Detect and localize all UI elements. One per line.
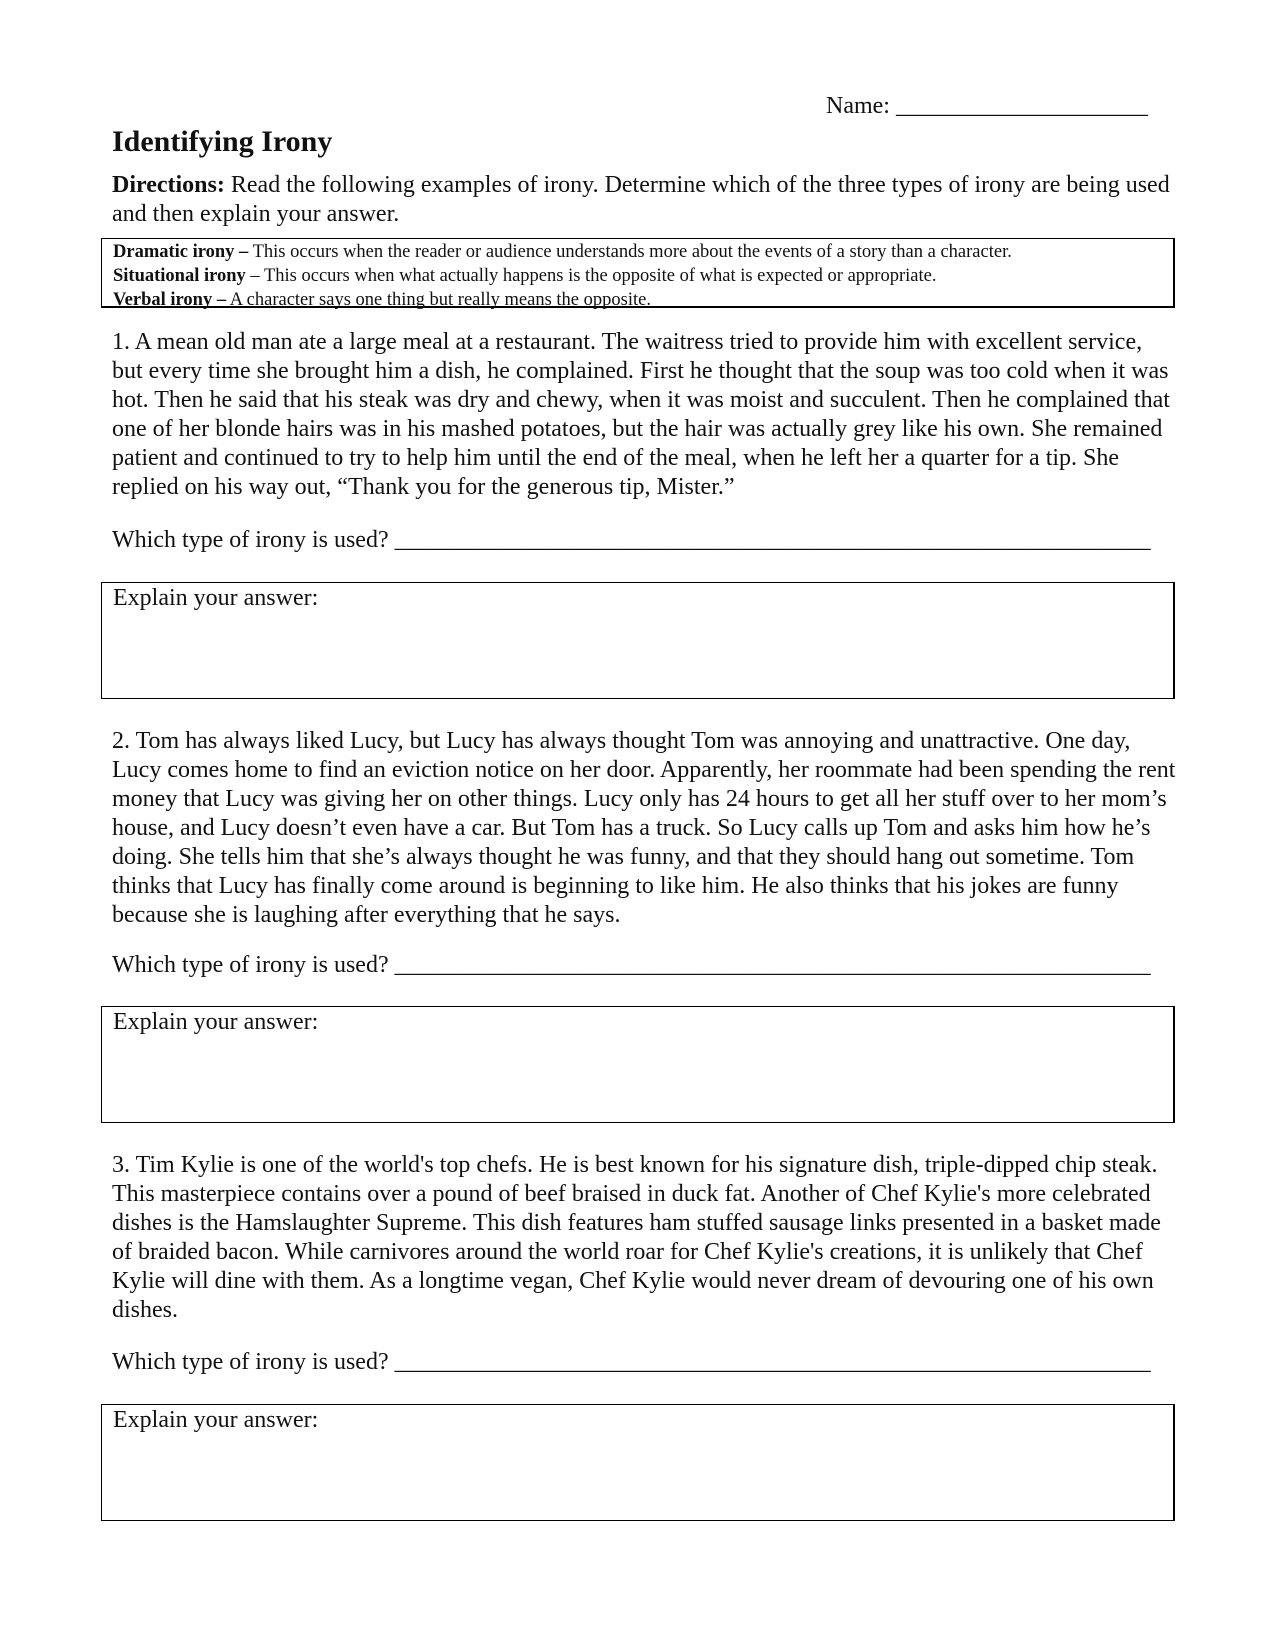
irony-type-answer-line[interactable]: Which type of irony is used? _______________________________________________________________	[112, 952, 1151, 978]
name-field-label: Name: _____________________	[826, 93, 1148, 119]
definition-situational	[113, 264, 1173, 288]
explain-label: Explain your answer:	[113, 585, 319, 611]
explain-answer-box[interactable]	[101, 1404, 1175, 1521]
directions-text: Read the following examples of irony. Determine which of the three types of irony are being used and then explain your answer.	[112, 172, 1170, 227]
definition-verbal	[113, 288, 1173, 312]
definition-term: Situational irony	[113, 266, 246, 286]
question-text: 3. Tim Kylie is one of the world's top chefs. He is best known for his signature dish, triple-dipped chip steak. This masterpiece contains over a pound of beef braised in duck fat. Another of Chef Kylie's more celebrated dishes is the Hamslaughter Supreme. This dish features ham stuffed sausage links presented in a basket made of braided bacon. While carnivores around the world roar for Chef Kylie's creations, it is unlikely that Chef Kylie will dine with them. As a longtime vegan, Chef Kylie would never dream of devouring one of his own dishes.	[112, 1152, 1161, 1323]
worksheet-title: Identifying Irony	[112, 125, 333, 158]
question-1	[112, 328, 1177, 502]
explain-label: Explain your answer:	[113, 1009, 319, 1035]
question-text: 2. Tom has always liked Lucy, but Lucy has always thought Tom was annoying and unattractive. One day, Lucy comes home to find an eviction notice on her door. Apparently, her roommate had been spending the rent money that Lucy was giving her on other things. Lucy only has 24 hours to get all her stuff over to her mom’s house, and Lucy doesn’t even have a car. But Tom has a truck. So Lucy calls up Tom and asks him how he’s doing. She tells him that she’s always thought he was funny, and that they should hang out sometime. Tom thinks that Lucy has finally come around is beginning to like him. He also thinks that his jokes are funny because she is laughing after everything that he says.	[112, 728, 1176, 928]
irony-type-answer-line[interactable]: Which type of irony is used? _______________________________________________________________	[112, 527, 1151, 553]
definition-text: – This occurs when what actually happens is the opposite of what is expected or appropriate.	[250, 266, 937, 286]
definition-dramatic	[113, 240, 1173, 264]
definition-term: Verbal irony –	[113, 290, 227, 310]
directions-label: Directions:	[112, 172, 225, 198]
irony-type-answer-line[interactable]: Which type of irony is used? _______________________________________________________________	[112, 1349, 1151, 1375]
explain-answer-box[interactable]	[101, 582, 1175, 699]
explain-label: Explain your answer:	[113, 1407, 319, 1433]
definition-text: This occurs when the reader or audience understands more about the events of a story than a character.	[252, 242, 1012, 262]
question-text: 1. A mean old man ate a large meal at a restaurant. The waitress tried to provide him with excellent service, but every time she brought him a dish, he complained. First he thought that the soup was too cold when it was hot. Then he said that his steak was dry and chewy, when it was moist and succulent. Then he complained that one of her blonde hairs was in his mashed potatoes, but the hair was actually grey like his own. She remained patient and continued to try to help him until the end of the meal, when he left her a quarter for a tip. She replied on his way out, “Thank you for the generous tip, Mister.”	[112, 329, 1170, 500]
definitions-box	[101, 238, 1175, 308]
question-3	[112, 1151, 1177, 1325]
definition-text: A character says one thing but really means the opposite.	[229, 290, 651, 310]
explain-answer-box[interactable]	[101, 1006, 1175, 1123]
definition-term: Dramatic irony –	[113, 242, 249, 262]
question-2	[112, 727, 1177, 930]
directions	[112, 171, 1172, 229]
